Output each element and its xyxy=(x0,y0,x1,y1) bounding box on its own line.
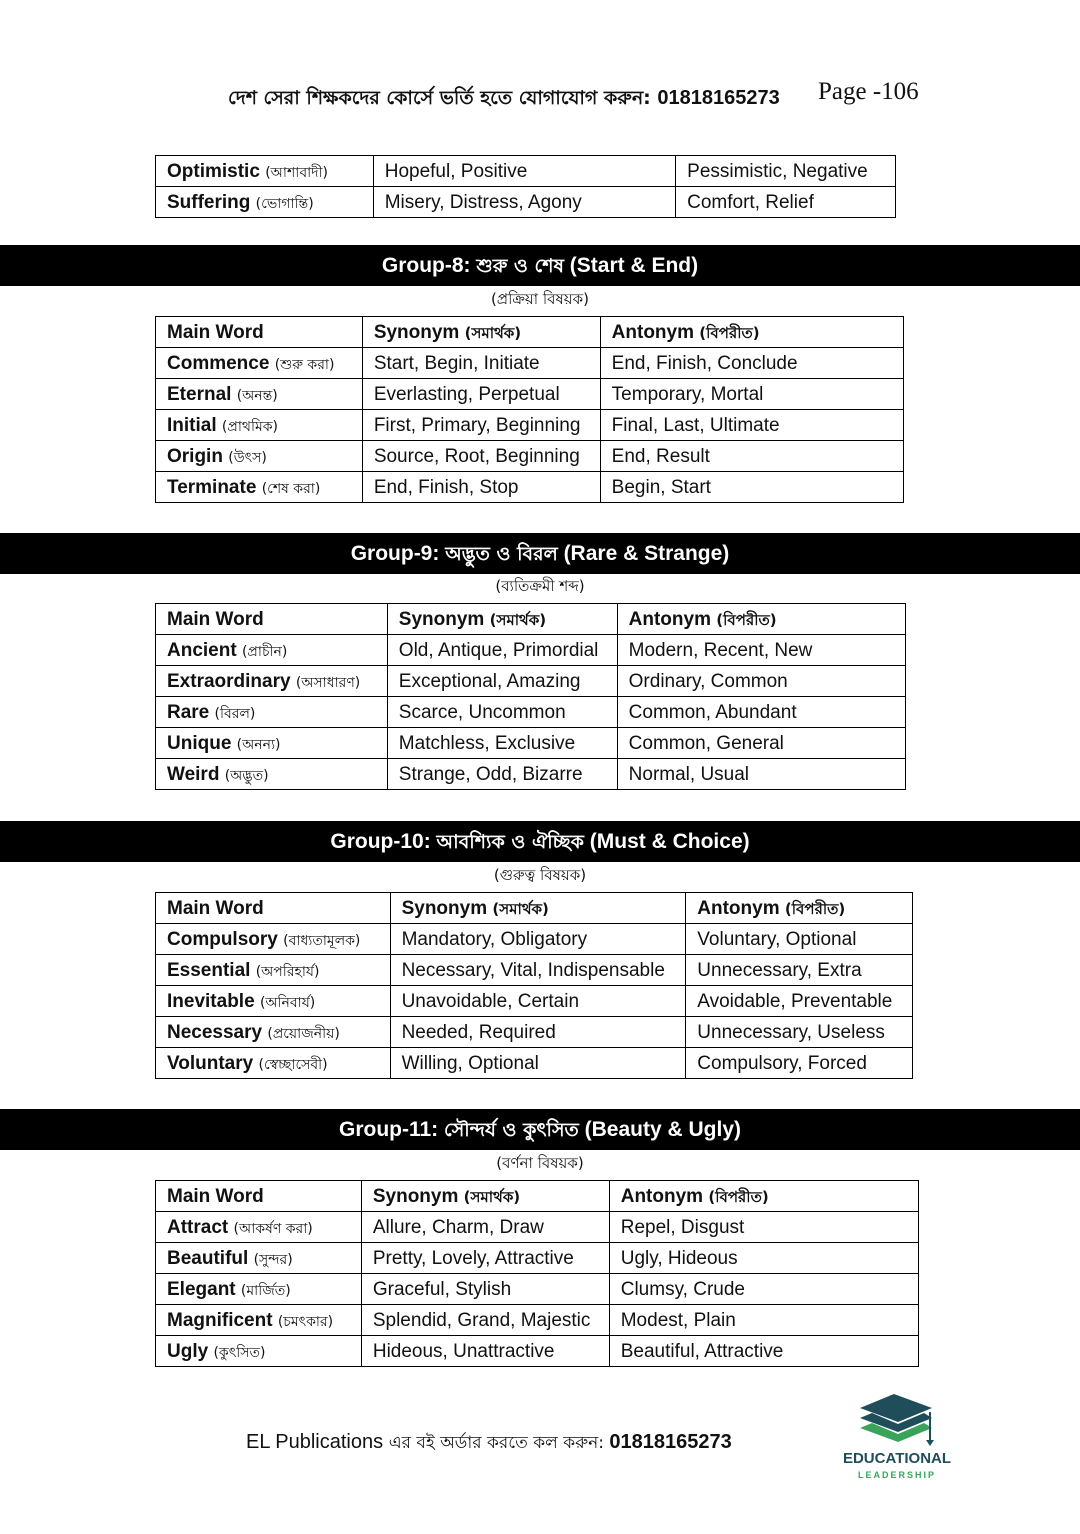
table-row xyxy=(156,410,904,441)
table-row xyxy=(156,348,904,379)
col-main-word: Main Word xyxy=(156,1181,362,1212)
synonym-cell: Matchless, Exclusive xyxy=(387,728,617,759)
synonym-cell: Scarce, Uncommon xyxy=(387,697,617,728)
footer-phone: 01818165273 xyxy=(609,1431,732,1453)
footer-bn: এর বই অর্ডার করতে কল করুন: xyxy=(388,1433,610,1453)
main-word-bn: (শুরু করা) xyxy=(274,356,335,373)
col-synonym xyxy=(387,604,617,635)
synonym-cell: Misery, Distress, Agony xyxy=(373,187,675,218)
synonym-cell: End, Finish, Stop xyxy=(362,472,600,503)
header-promo xyxy=(228,84,780,116)
table-header-row xyxy=(156,317,904,348)
synonym-cell: Start, Begin, Initiate xyxy=(362,348,600,379)
antonym-cell: Ugly, Hideous xyxy=(609,1243,918,1274)
antonym-cell: Unnecessary, Extra xyxy=(686,955,913,986)
main-word: Terminate xyxy=(167,476,257,498)
table-row xyxy=(156,1336,919,1367)
col-antonym-bn: (বিপরীত) xyxy=(716,610,777,629)
table-row xyxy=(156,1212,919,1243)
logo-text-line2: LEADERSHIP xyxy=(857,1470,936,1480)
table-row xyxy=(156,156,896,187)
table-row xyxy=(156,441,904,472)
col-synonym-en: Synonym xyxy=(372,1185,464,1207)
antonym-cell: Beautiful, Attractive xyxy=(609,1336,918,1367)
col-antonym-en: Antonym xyxy=(620,1185,709,1207)
table-row xyxy=(156,986,913,1017)
group-9-subtitle: (ব্যতিক্রমী শব্দ) xyxy=(495,577,585,595)
main-word: Eternal xyxy=(167,383,232,405)
antonym-cell: Modern, Recent, New xyxy=(617,635,905,666)
antonym-cell: Repel, Disgust xyxy=(609,1212,918,1243)
col-synonym-en: Synonym xyxy=(398,608,490,630)
main-word: Rare xyxy=(167,701,210,723)
main-word-bn: (প্রাচীন) xyxy=(241,643,288,660)
synonym-cell: Splendid, Grand, Majestic xyxy=(361,1305,609,1336)
antonym-cell: Pessimistic, Negative xyxy=(676,156,896,187)
table-row xyxy=(156,759,906,790)
main-word: Initial xyxy=(167,414,217,436)
main-word-bn: (আশাবাদী) xyxy=(265,164,328,181)
main-word: Necessary xyxy=(167,1021,263,1043)
footer-promo xyxy=(246,1430,732,1458)
col-synonym-bn: (সমার্থক) xyxy=(464,323,522,342)
main-word-bn: (মার্জিত) xyxy=(240,1282,291,1299)
group-title-en: (Must & Choice) xyxy=(583,830,750,853)
main-word: Beautiful xyxy=(167,1247,249,1269)
col-antonym-bn: (বিপরীত) xyxy=(708,1187,769,1206)
antonym-cell: Final, Last, Ultimate xyxy=(600,410,903,441)
synonym-cell: Graceful, Stylish xyxy=(361,1274,609,1305)
main-word: Suffering xyxy=(167,191,251,213)
main-word-bn: (প্রয়োজনীয়) xyxy=(267,1025,340,1042)
antonym-cell: Voluntary, Optional xyxy=(686,924,913,955)
logo-text-line1: EDUCATIONAL xyxy=(842,1450,952,1467)
table-row xyxy=(156,955,913,986)
table-row xyxy=(156,728,906,759)
synonym-cell: Unavoidable, Certain xyxy=(390,986,686,1017)
main-word-bn: (কুৎসিত) xyxy=(213,1344,266,1361)
group-8-subtitle: (প্রক্রিয়া বিষয়ক) xyxy=(491,290,589,308)
table-row xyxy=(156,635,906,666)
synonym-cell: Hopeful, Positive xyxy=(373,156,675,187)
group-10-subtitle: (গুরুত্ব বিষয়ক) xyxy=(493,866,587,884)
main-word: Commence xyxy=(167,352,270,374)
group-10-table xyxy=(155,892,913,1079)
header-promo-text: দেশ সেরা শিক্ষকদের কোর্সে ভর্তি হতে যোগাযোগ করুন: xyxy=(228,87,658,109)
main-word-bn: (সুন্দর) xyxy=(253,1251,293,1268)
main-word: Inevitable xyxy=(167,990,255,1012)
group-title-en: (Beauty & Ugly) xyxy=(578,1118,741,1141)
page-number: Page -106 xyxy=(818,78,919,105)
synonym-cell: Willing, Optional xyxy=(390,1048,686,1079)
main-word: Ancient xyxy=(167,639,237,661)
synonym-cell: Everlasting, Perpetual xyxy=(362,379,600,410)
group-11-title xyxy=(0,1109,1080,1150)
table-row xyxy=(156,472,904,503)
table-row xyxy=(156,379,904,410)
main-word: Ugly xyxy=(167,1340,209,1362)
group-prefix: Group-9: xyxy=(350,542,446,565)
main-word: Attract xyxy=(167,1216,229,1238)
table-row xyxy=(156,924,913,955)
col-main-word: Main Word xyxy=(156,604,388,635)
logo-mark-icon xyxy=(832,1390,962,1450)
col-synonym-en: Synonym xyxy=(373,321,465,343)
antonym-cell: Clumsy, Crude xyxy=(609,1274,918,1305)
group-prefix: Group-10: xyxy=(330,830,437,853)
antonym-cell: Begin, Start xyxy=(600,472,903,503)
group-11-subtitle: (বর্ণনা বিষয়ক) xyxy=(496,1154,584,1172)
table-row xyxy=(156,1274,919,1305)
col-synonym-en: Synonym xyxy=(401,897,493,919)
main-word: Weird xyxy=(167,763,220,785)
col-antonym xyxy=(609,1181,918,1212)
main-word: Essential xyxy=(167,959,251,981)
antonym-cell: Ordinary, Common xyxy=(617,666,905,697)
main-word-bn: (অপরিহার্য) xyxy=(255,963,320,980)
table-row xyxy=(156,1305,919,1336)
main-word: Magnificent xyxy=(167,1309,273,1331)
col-antonym xyxy=(686,893,913,924)
educational-leadership-logo xyxy=(832,1390,962,1490)
main-word: Unique xyxy=(167,732,232,754)
antonym-cell: Common, General xyxy=(617,728,905,759)
synonym-cell: Allure, Charm, Draw xyxy=(361,1212,609,1243)
synonym-cell: Hideous, Unattractive xyxy=(361,1336,609,1367)
table-header-row xyxy=(156,1181,919,1212)
main-word-bn: (বাধ্যতামূলক) xyxy=(283,932,361,949)
main-word: Compulsory xyxy=(167,928,278,950)
antonym-cell: End, Result xyxy=(600,441,903,472)
antonym-cell: Modest, Plain xyxy=(609,1305,918,1336)
table-row xyxy=(156,697,906,728)
table-row xyxy=(156,1048,913,1079)
col-antonym-en: Antonym xyxy=(628,608,717,630)
group-title-en: (Start & End) xyxy=(563,254,699,277)
synonym-cell: Necessary, Vital, Indispensable xyxy=(390,955,686,986)
main-word-bn: (অনন্ত) xyxy=(236,387,278,404)
antonym-cell: Compulsory, Forced xyxy=(686,1048,913,1079)
synonym-cell: Source, Root, Beginning xyxy=(362,441,600,472)
group-title-bn: শুরু ও শেষ xyxy=(476,255,564,277)
group-prefix: Group-11: xyxy=(339,1118,445,1141)
antonym-cell: Temporary, Mortal xyxy=(600,379,903,410)
col-synonym xyxy=(362,317,600,348)
table-header-row xyxy=(156,604,906,635)
group-11-table xyxy=(155,1180,919,1367)
synonym-cell: Pretty, Lovely, Attractive xyxy=(361,1243,609,1274)
main-word: Extraordinary xyxy=(167,670,291,692)
group-title-bn: সৌন্দর্য ও কুৎসিত xyxy=(444,1119,579,1141)
synonym-cell: First, Primary, Beginning xyxy=(362,410,600,441)
synonym-cell: Needed, Required xyxy=(390,1017,686,1048)
main-word: Origin xyxy=(167,445,223,467)
col-antonym xyxy=(617,604,905,635)
table-header-row xyxy=(156,893,913,924)
synonym-cell: Old, Antique, Primordial xyxy=(387,635,617,666)
group-title-en: (Rare & Strange) xyxy=(557,542,730,565)
col-synonym-bn: (সমার্থক) xyxy=(489,610,547,629)
main-word-bn: (ভোগান্তি) xyxy=(255,195,314,212)
synonym-cell: Strange, Odd, Bizarre xyxy=(387,759,617,790)
col-synonym xyxy=(361,1181,609,1212)
group-9-table xyxy=(155,603,906,790)
main-word: Voluntary xyxy=(167,1052,254,1074)
group-8-title xyxy=(0,245,1080,286)
antonym-cell: Common, Abundant xyxy=(617,697,905,728)
main-word-bn: (অসাধারণ) xyxy=(295,674,361,691)
main-word: Elegant xyxy=(167,1278,236,1300)
col-antonym-bn: (বিপরীত) xyxy=(784,899,846,918)
group-8-table xyxy=(155,316,904,503)
antonym-cell: Normal, Usual xyxy=(617,759,905,790)
antonym-cell: Unnecessary, Useless xyxy=(686,1017,913,1048)
table-row xyxy=(156,666,906,697)
footer-en: EL Publications xyxy=(246,1431,389,1453)
main-word-bn: (শেষ করা) xyxy=(261,480,321,497)
col-main-word: Main Word xyxy=(156,317,363,348)
group-title-bn: অদ্ভুত ও বিরল xyxy=(445,543,558,565)
main-word-bn: (চমৎকার) xyxy=(277,1313,334,1330)
antonym-cell: End, Finish, Conclude xyxy=(600,348,903,379)
group-title-bn: আবশ্যিক ও ঐচ্ছিক xyxy=(436,831,584,853)
table-row xyxy=(156,1243,919,1274)
main-word: Optimistic xyxy=(167,160,260,182)
group-10-title xyxy=(0,821,1080,862)
col-main-word: Main Word xyxy=(156,893,391,924)
main-word-bn: (অদ্ভুত) xyxy=(224,767,269,784)
col-antonym xyxy=(600,317,903,348)
page-header xyxy=(0,78,1080,112)
main-word-bn: (স্বেচ্ছাসেবী) xyxy=(258,1056,328,1073)
antonym-cell: Comfort, Relief xyxy=(676,187,896,218)
main-word-bn: (উৎস) xyxy=(228,449,267,466)
col-antonym-en: Antonym xyxy=(611,321,700,343)
group-9-title xyxy=(0,533,1080,574)
col-antonym-en: Antonym xyxy=(697,897,785,919)
col-synonym xyxy=(390,893,686,924)
main-word-bn: (আকর্ষণ করা) xyxy=(233,1220,313,1237)
header-phone: 01818165273 xyxy=(657,87,780,109)
main-word-bn: (অনিবার্য) xyxy=(259,994,316,1011)
top-table xyxy=(155,155,896,218)
group-prefix: Group-8: xyxy=(381,254,477,277)
table-row xyxy=(156,1017,913,1048)
synonym-cell: Exceptional, Amazing xyxy=(387,666,617,697)
col-synonym-bn: (সমার্থক) xyxy=(463,1187,521,1206)
main-word-bn: (অনন্য) xyxy=(236,736,281,753)
antonym-cell: Avoidable, Preventable xyxy=(686,986,913,1017)
main-word-bn: (বিরল) xyxy=(214,705,256,722)
main-word-bn: (প্রাথমিক) xyxy=(221,418,278,435)
col-synonym-bn: (সমার্থক) xyxy=(492,899,549,918)
table-row xyxy=(156,187,896,218)
synonym-cell: Mandatory, Obligatory xyxy=(390,924,686,955)
col-antonym-bn: (বিপরীত) xyxy=(699,323,760,342)
